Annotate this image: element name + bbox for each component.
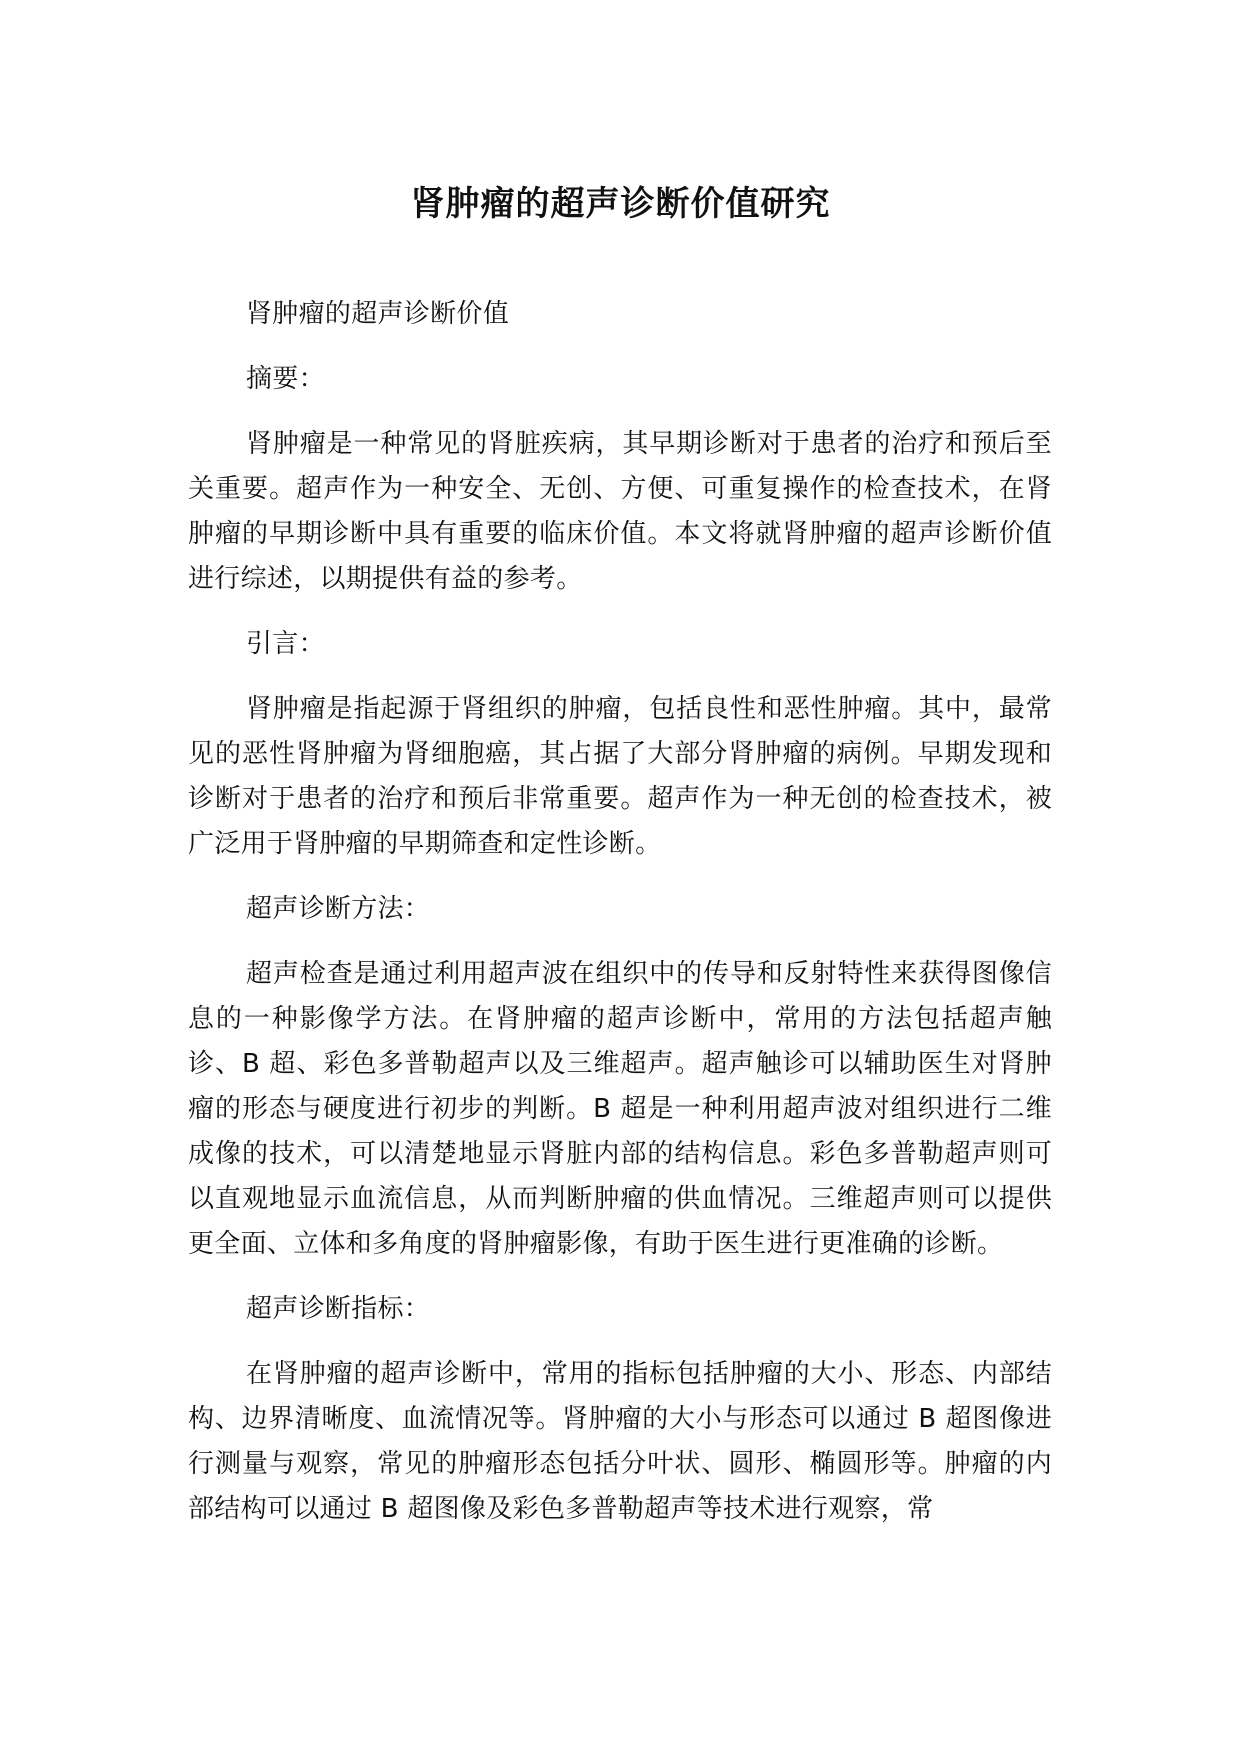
- introduction-paragraph: 肾肿瘤是指起源于肾组织的肿瘤，包括良性和恶性肿瘤。其中，最常见的恶性肾肿瘤为肾细胞癌，其占据了大部分肾肿瘤的病例。早期发现和诊断对于患者的治疗和预后非常重要。超声作为一种无创的检查技术，被广泛用于肾肿瘤的早期筛查和定性诊断。: [188, 694, 1052, 859]
- document-title: 肾肿瘤的超声诊断价值研究: [410, 184, 831, 224]
- methods-paragraph: 超声检查是通过利用超声波在组织中的传导和反射特性来获得图像信息的一种影像学方法。在肾肿瘤的超声诊断中，常用的方法包括超声触诊、B 超、彩色多普勒超声以及三维超声。超声触诊可以辅助医生对肾肿瘤的形态与硬度进行初步的判断。B 超是一种利用超声波对组织进行二维成像的技术，可以清楚地显示肾脏内部的结构信息。彩色多普勒超声则可以直观地显示血流信息，从而判断肿瘤的供血情况。三维超声则可以提供更全面、立体和多角度的肾肿瘤影像，有助于医生进行更准确的诊断。: [188, 959, 1052, 1259]
- abstract-paragraph: 肾肿瘤是一种常见的肾脏疾病，其早期诊断对于患者的治疗和预后至关重要。超声作为一种安全、无创、方便、可重复操作的检查技术，在肾肿瘤的早期诊断中具有重要的临床价值。本文将就肾肿瘤的超声诊断价值进行综述，以期提供有益的参考。: [188, 429, 1052, 594]
- methods-heading: 超声诊断方法：: [246, 894, 431, 924]
- document-body: [188, 292, 1052, 1552]
- abstract-heading: 摘要：: [246, 364, 325, 394]
- indicators-heading: 超声诊断指标：: [246, 1294, 431, 1324]
- indicators-paragraph: 在肾肿瘤的超声诊断中，常用的指标包括肿瘤的大小、形态、内部结构、边界清晰度、血流情况等。肾肿瘤的大小与形态可以通过 B 超图像进行测量与观察，常见的肿瘤形态包括分叶状、圆形、椭圆形等。肿瘤的内部结构可以通过 B 超图像及彩色多普勒超声等技术进行观察，常: [188, 1359, 1052, 1524]
- subtitle-paragraph: 肾肿瘤的超声诊断价值: [246, 299, 510, 329]
- introduction-heading: 引言：: [246, 629, 325, 659]
